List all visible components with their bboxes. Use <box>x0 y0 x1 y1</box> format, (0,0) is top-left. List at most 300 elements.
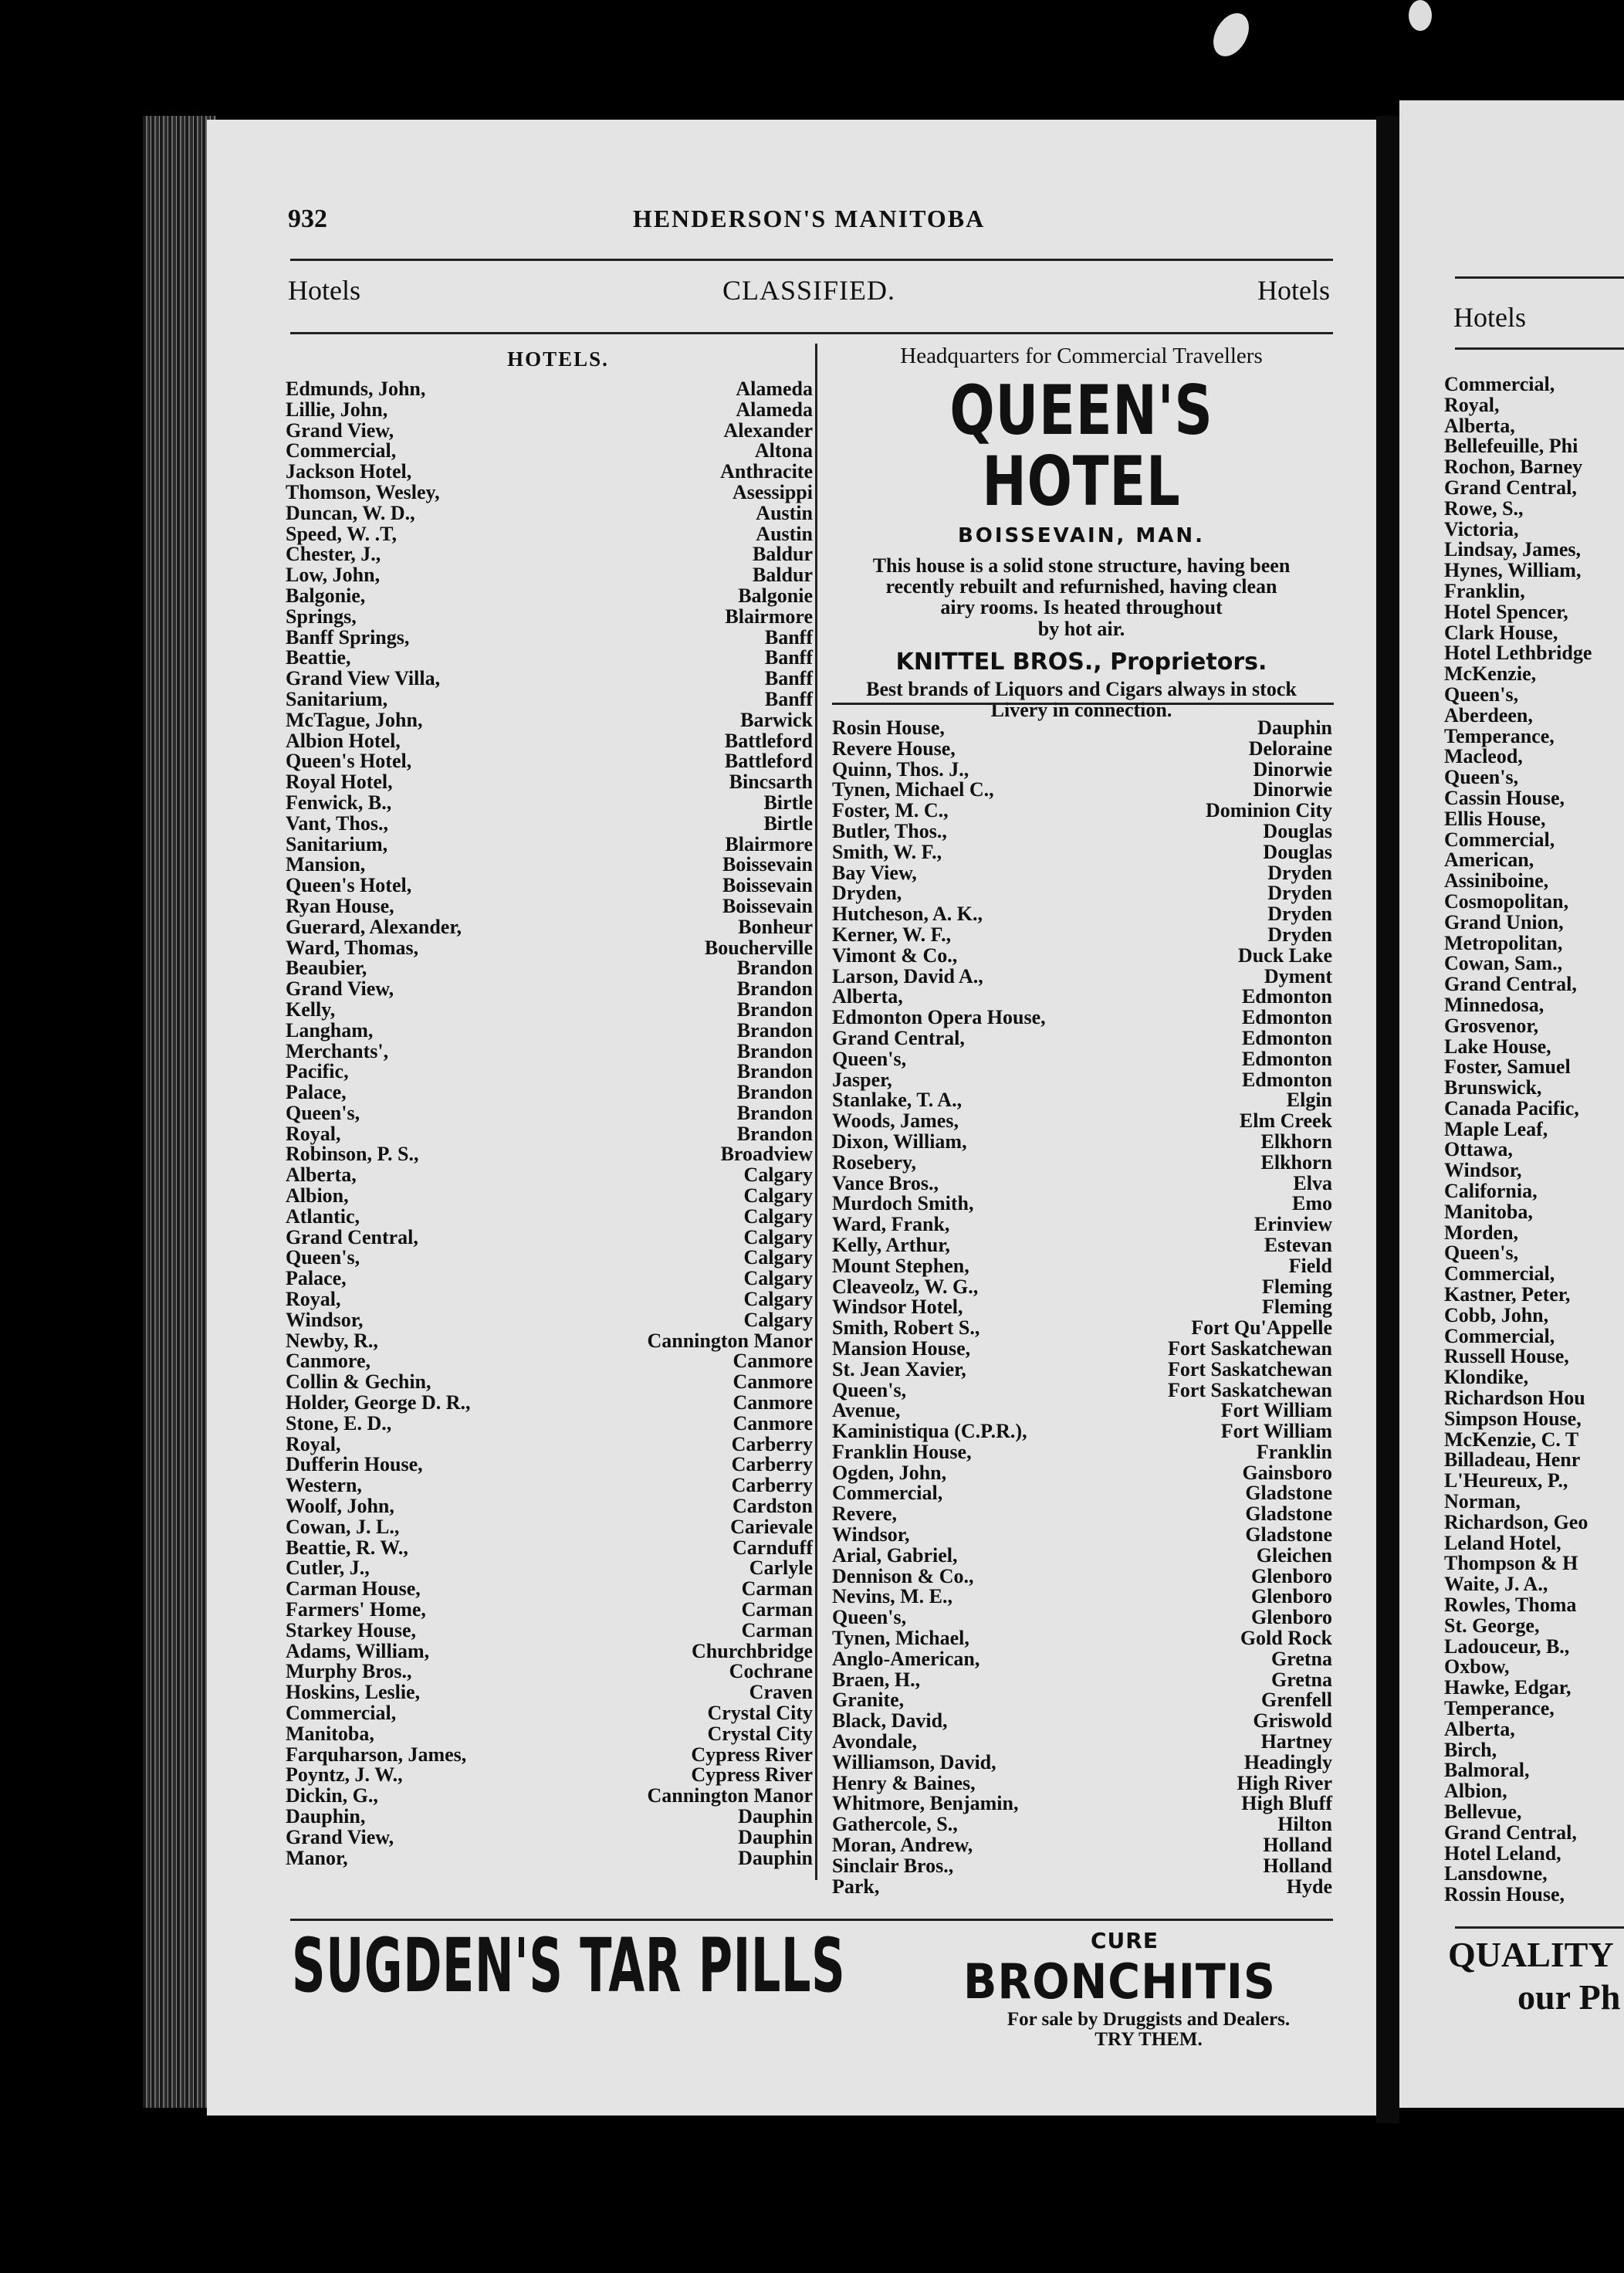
next-page-header: Hotels <box>1453 302 1526 333</box>
list-item <box>1444 1347 1624 1367</box>
list-item <box>286 586 813 607</box>
list-item <box>286 1558 813 1579</box>
list-item <box>286 832 813 855</box>
hotel-name: Brunswick, <box>1444 1076 1542 1099</box>
list-item <box>832 757 1332 781</box>
hotel-name: Birch, <box>1444 1738 1497 1761</box>
hotel-location: Elm Creek <box>1239 1109 1332 1133</box>
hotel-name: Grand View, <box>286 1825 394 1848</box>
hotel-name: Commercial, <box>1444 373 1555 395</box>
list-item <box>832 1732 1332 1753</box>
hotel-name: Avondale, <box>832 1730 918 1753</box>
hotel-location: Canmore <box>732 1350 813 1373</box>
list-item <box>286 731 813 752</box>
hotel-name: Ladouceur, B., <box>1444 1634 1570 1658</box>
hotel-location: Douglas <box>1263 819 1332 842</box>
list-item <box>1444 1510 1624 1533</box>
hotel-name: Avenue, <box>832 1399 901 1422</box>
list-item <box>1444 871 1624 892</box>
hotel-name: Foster, Samuel <box>1444 1055 1571 1079</box>
hotel-name: Commercial, <box>286 439 397 462</box>
hotel-name: Starkey House, <box>286 1618 416 1641</box>
hotel-name: Ottawa, <box>1444 1138 1513 1161</box>
hotel-name: Revere, <box>832 1502 897 1526</box>
list-item <box>1444 457 1624 478</box>
list-item <box>832 1628 1332 1649</box>
hotel-location: Elgin <box>1286 1089 1332 1112</box>
hotel-location: Dyment <box>1264 964 1332 987</box>
list-item <box>1444 1243 1624 1264</box>
hotel-name: Billadeau, Henr <box>1444 1448 1581 1472</box>
hotel-location: Dryden <box>1267 923 1332 946</box>
hotel-name: Foster, M. C., <box>832 799 949 822</box>
next-page <box>1399 100 1624 2108</box>
hotel-name: Queen's, <box>832 1606 907 1629</box>
hotel-name: Sanitarium, <box>286 832 388 855</box>
hotel-name: Braen, H., <box>832 1668 921 1691</box>
hotel-location: Brandon <box>736 1122 813 1145</box>
list-item <box>286 917 813 938</box>
list-item <box>286 1204 813 1228</box>
list-item <box>286 1018 813 1042</box>
next-page-header-rule <box>1455 276 1624 279</box>
list-item <box>286 855 813 876</box>
list-item <box>1444 1450 1624 1471</box>
list-item <box>1444 1181 1624 1202</box>
hotel-name: McTague, John, <box>286 708 423 731</box>
list-item <box>286 1804 813 1828</box>
hotel-name: Chester, J., <box>286 543 381 566</box>
hotel-name: Temperance, <box>1444 724 1555 747</box>
hotel-name: Kerner, W. F., <box>832 923 952 946</box>
list-item <box>832 842 1332 863</box>
list-item <box>1444 436 1624 457</box>
hotel-name: Poyntz, J. W., <box>286 1763 403 1787</box>
hotel-name: Cutler, J., <box>286 1557 370 1580</box>
hotel-name: Kastner, Peter, <box>1444 1283 1571 1306</box>
hotel-name: Grand View, <box>286 418 394 442</box>
hotel-name: Grand Central, <box>832 1026 965 1049</box>
hotel-location: Bincsarth <box>729 771 813 794</box>
hotel-name: Metropolitan, <box>1444 931 1563 954</box>
hotel-name: Queen's Hotel, <box>286 750 412 773</box>
hotel-name: Tynen, Michael C., <box>832 778 994 801</box>
list-item <box>832 1028 1332 1049</box>
list-item <box>832 821 1332 842</box>
hotel-name: Royal, <box>286 1288 341 1311</box>
hotel-name: Queen's, <box>832 1047 907 1070</box>
hotel-location: Carievale <box>730 1515 813 1538</box>
list-item <box>286 1455 813 1475</box>
list-item <box>286 1225 813 1248</box>
hotel-name: Alberta, <box>286 1164 357 1187</box>
hotel-name: Temperance, <box>1444 1697 1555 1719</box>
hotel-name: Grand Central, <box>1444 476 1577 499</box>
hotel-location: Erinview <box>1254 1213 1332 1236</box>
left-hotel-list <box>286 379 813 1868</box>
list-item <box>832 1150 1332 1174</box>
footer-ad-rule <box>290 1919 1333 1921</box>
list-item <box>832 1336 1332 1360</box>
next-page-ad-line2: our Ph <box>1517 1977 1621 2017</box>
hotel-name: Atlantic, <box>286 1204 360 1228</box>
list-item <box>832 1543 1332 1567</box>
hotel-name: Ward, Thomas, <box>286 936 419 959</box>
hotel-name: Alberta, <box>1444 414 1515 437</box>
hotel-name: Grand Union, <box>1444 910 1564 933</box>
hotel-location: Elkhorn <box>1260 1150 1332 1174</box>
hotel-location: High Bluff <box>1241 1792 1332 1815</box>
hotel-location: Gladstone <box>1245 1482 1332 1505</box>
hotel-location: Dauphin <box>738 1846 813 1869</box>
hotel-location: Brandon <box>736 998 813 1021</box>
hotel-name: Murdoch Smith, <box>832 1192 974 1215</box>
list-item <box>286 1432 813 1455</box>
list-item <box>1444 1117 1624 1140</box>
hotel-name: Albion, <box>286 1184 349 1208</box>
list-item <box>832 1297 1332 1318</box>
sugden-ad-cure: CURE <box>1091 1928 1159 1953</box>
hotel-name: Murphy Bros., <box>286 1660 412 1683</box>
list-item <box>1444 664 1624 685</box>
hotel-name: Ryan House, <box>286 894 394 917</box>
list-item <box>1444 974 1624 995</box>
list-item <box>832 1525 1332 1546</box>
hotel-location: Boissevain <box>722 853 813 876</box>
hotel-name: Ogden, John, <box>832 1461 947 1484</box>
section-header <box>288 274 1330 310</box>
hotel-name: Hynes, William, <box>1444 559 1582 582</box>
list-item <box>286 1600 813 1621</box>
hotel-name: Grand Central, <box>286 1225 418 1248</box>
hotel-name: Aberdeen, <box>1444 703 1533 727</box>
list-item <box>832 1877 1332 1898</box>
list-item <box>832 1090 1332 1111</box>
hotel-location: Griswold <box>1253 1709 1332 1733</box>
hotel-name: Sinclair Bros., <box>832 1854 954 1877</box>
list-item <box>832 1132 1332 1153</box>
hotel-name: Manor, <box>286 1846 348 1869</box>
list-item <box>832 1649 1332 1670</box>
list-item <box>1444 747 1624 767</box>
hotel-location: Cypress River <box>691 1763 813 1787</box>
hotel-name: Edmonton Opera House, <box>832 1006 1046 1029</box>
hotel-location: Baldur <box>752 543 813 566</box>
hotel-name: Hotel Lethbridge <box>1444 642 1592 665</box>
hotel-location: Brandon <box>736 957 813 980</box>
list-item <box>286 1165 813 1186</box>
list-item <box>1444 1657 1624 1678</box>
list-item <box>832 863 1332 884</box>
hotel-name: Cosmopolitan, <box>1444 889 1569 913</box>
list-item <box>832 1587 1332 1607</box>
hotel-name: Rowe, S., <box>1444 496 1524 520</box>
list-item <box>1444 561 1624 581</box>
hotel-name: Dufferin House, <box>286 1453 423 1476</box>
hotel-location: Carnduff <box>732 1536 813 1559</box>
ad-headline: Headquarters for Commercial Travellers <box>900 344 1263 368</box>
hotel-location: Brandon <box>736 1018 813 1042</box>
list-item <box>832 1194 1332 1214</box>
hotel-name: California, <box>1444 1180 1538 1203</box>
hotel-location: Glenboro <box>1251 1585 1332 1608</box>
hotel-name: Palace, <box>286 1267 347 1290</box>
list-item <box>1444 703 1624 727</box>
list-item <box>1444 1634 1624 1658</box>
hotel-location: Banff <box>764 687 813 710</box>
hotel-name: Palace, <box>286 1081 347 1104</box>
hotel-name: Queen's, <box>1444 1242 1519 1265</box>
list-item <box>286 1411 813 1435</box>
hotel-name: Royal, <box>286 1432 341 1455</box>
list-item <box>1444 1430 1624 1451</box>
hotel-location: Deloraine <box>1248 737 1332 760</box>
list-item <box>1444 1719 1624 1740</box>
hotel-name: Rowles, Thoma <box>1444 1594 1577 1617</box>
hotel-name: St. George, <box>1444 1614 1540 1637</box>
hotel-name: Balgonie, <box>286 584 366 607</box>
list-item <box>286 1186 813 1207</box>
hotel-location: Alameda <box>736 378 813 400</box>
list-item <box>1444 1223 1624 1244</box>
hotel-location: Boissevain <box>722 894 813 917</box>
list-item <box>286 1331 813 1352</box>
ad-proprietors: KNITTEL BROS., Proprietors. <box>895 648 1267 676</box>
hotel-location: Emo <box>1292 1192 1332 1215</box>
list-item <box>1444 1057 1624 1078</box>
hotel-name: Royal, <box>1444 393 1500 416</box>
book-gutter <box>1376 116 1399 2123</box>
ad-description: This house is a solid stone structure, having been recently rebuilt and refurnished, having clean airy rooms. Is heated throughout by hot air. <box>872 554 1291 640</box>
hotel-location: Douglas <box>1263 840 1332 863</box>
hotel-location: Alameda <box>736 398 813 421</box>
list-item <box>286 565 813 586</box>
hotel-name: Woods, James, <box>832 1109 959 1133</box>
list-item <box>286 1496 813 1517</box>
hotel-name: Nevins, M. E., <box>832 1585 952 1608</box>
hotel-location: Edmonton <box>1241 1006 1332 1029</box>
hotel-location: Carlyle <box>749 1557 813 1580</box>
hotel-name: Kaministiqua (C.P.R.), <box>832 1420 1027 1443</box>
list-item <box>832 1049 1332 1070</box>
list-item <box>832 1171 1332 1194</box>
hotel-name: Moran, Andrew, <box>832 1834 973 1857</box>
hotel-name: Clark House, <box>1444 621 1558 644</box>
hotel-name: Commercial, <box>832 1482 943 1505</box>
list-item <box>286 400 813 421</box>
hotel-location: Fort William <box>1220 1420 1332 1443</box>
hotel-location: Field <box>1288 1254 1332 1277</box>
hotel-name: Grand View, <box>286 977 394 1001</box>
list-item <box>1444 1533 1624 1554</box>
page-number: 932 <box>288 205 327 233</box>
hotel-name: Balmoral, <box>1444 1759 1530 1782</box>
hotel-location: Canmore <box>732 1370 813 1394</box>
hotel-name: Albion, <box>1444 1780 1507 1803</box>
hotel-name: Cassin House, <box>1444 786 1565 809</box>
hotel-location: Fort Saskatchewan <box>1167 1336 1332 1360</box>
hotel-name: Grand Central, <box>1444 1821 1577 1844</box>
hotel-location: Hyde <box>1286 1875 1332 1898</box>
hotel-location: Glenboro <box>1251 1606 1332 1629</box>
list-item <box>832 1690 1332 1711</box>
hotel-name: Tynen, Michael, <box>832 1627 969 1650</box>
hotel-location: Glenboro <box>1251 1564 1332 1587</box>
list-item <box>832 1256 1332 1277</box>
list-item <box>286 1724 813 1745</box>
list-item <box>1444 1678 1624 1699</box>
running-header <box>288 205 1330 243</box>
list-item <box>832 1463 1332 1484</box>
list-item <box>286 1310 813 1331</box>
header-rule <box>290 259 1333 261</box>
hotel-location: Calgary <box>743 1225 813 1248</box>
list-item <box>832 1504 1332 1525</box>
hotel-location: Edmonton <box>1241 1068 1332 1091</box>
list-item <box>1444 1823 1624 1844</box>
hotel-name: Victoria, <box>1444 517 1519 540</box>
list-item <box>1444 581 1624 602</box>
hotel-location: Gainsboro <box>1242 1461 1332 1484</box>
hotel-name: Royal Hotel, <box>286 771 393 794</box>
hotel-location: Dauphin <box>1257 716 1332 739</box>
hotel-name: Butler, Thos., <box>832 819 947 842</box>
hotel-name: Queen's Hotel, <box>286 874 412 897</box>
list-item <box>832 904 1332 925</box>
list-item <box>1444 540 1624 561</box>
list-item <box>832 1070 1332 1091</box>
hotel-name: Quinn, Thos. J., <box>832 757 969 781</box>
column-divider <box>815 344 817 1880</box>
hotel-location: Gladstone <box>1245 1502 1332 1526</box>
hotel-name: Granite, <box>832 1689 905 1712</box>
hotel-location: Franklin <box>1256 1440 1332 1463</box>
list-item <box>1444 496 1624 520</box>
list-item <box>1444 1388 1624 1409</box>
list-item <box>832 1008 1332 1028</box>
list-item <box>286 503 813 524</box>
list-item <box>1444 1285 1624 1306</box>
list-item <box>286 1062 813 1082</box>
hotel-name: Springs, <box>286 605 357 628</box>
hotel-name: Commercial, <box>1444 1324 1555 1347</box>
hotel-location: Asessippi <box>732 480 813 503</box>
hotel-name: Hotel Spencer, <box>1444 600 1568 623</box>
list-item <box>286 1703 813 1724</box>
hotel-location: Headingly <box>1243 1750 1332 1773</box>
section-label-right: Hotels <box>1257 275 1330 306</box>
list-item <box>1444 1471 1624 1492</box>
hotel-name: Newby, R., <box>286 1329 378 1352</box>
hotel-name: Henry & Baines, <box>832 1771 976 1794</box>
ad-hotel-name: QUEEN'S HOTEL <box>949 371 1213 522</box>
list-item <box>286 751 813 772</box>
list-item <box>286 793 813 814</box>
list-item <box>832 943 1332 967</box>
hotel-location: Broadview <box>720 1143 813 1166</box>
hotel-name: Queen's, <box>1444 766 1519 789</box>
list-item <box>832 1835 1332 1856</box>
hotel-name: Pacific, <box>286 1060 349 1083</box>
hotel-name: Jasper, <box>832 1068 892 1091</box>
hotel-name: Cowan, J. L., <box>286 1515 400 1538</box>
list-item <box>1444 1078 1624 1099</box>
list-item <box>1444 1303 1624 1326</box>
list-item <box>832 1421 1332 1442</box>
list-item <box>832 883 1332 904</box>
next-page-section-rule <box>1455 347 1624 350</box>
list-item <box>286 1144 813 1165</box>
hotel-name: Rosebery, <box>832 1150 917 1174</box>
list-item <box>1444 1492 1624 1513</box>
hotel-location: Brandon <box>736 977 813 1001</box>
hotel-location: Fort William <box>1220 1399 1332 1422</box>
queens-hotel-ad <box>831 344 1332 721</box>
sugden-ad-bronchitis: BRONCHITIS <box>963 1953 1276 2010</box>
hotel-location: Canmore <box>732 1391 813 1414</box>
hotel-location: Gretna <box>1271 1668 1332 1691</box>
hotel-location: Churchbridge <box>692 1639 813 1662</box>
hotel-location: Dinorwie <box>1253 757 1332 781</box>
list-item <box>1444 910 1624 933</box>
hotel-name: Kelly, <box>286 998 336 1021</box>
list-item <box>832 1214 1332 1235</box>
hotel-location: Cypress River <box>691 1743 813 1766</box>
list-item <box>1444 1864 1624 1885</box>
list-item <box>286 896 813 917</box>
hotel-name: Macleod, <box>1444 745 1523 768</box>
list-item <box>286 710 813 731</box>
hotel-name: Hotel Leland, <box>1444 1841 1561 1865</box>
hotel-location: Carman <box>741 1618 813 1641</box>
hotel-name: Waite, J. A., <box>1444 1573 1548 1596</box>
hotel-location: Estevan <box>1264 1233 1332 1256</box>
hotel-name: Manitoba, <box>1444 1200 1533 1223</box>
list-item <box>1444 724 1624 747</box>
hotel-location: Banff <box>764 667 813 690</box>
hotel-name: Canada Pacific, <box>1444 1096 1579 1120</box>
list-item <box>1444 1802 1624 1823</box>
hotel-name: Grand Central, <box>1444 973 1577 996</box>
hotel-name: Windsor, <box>1444 1159 1522 1182</box>
hotel-location: Calgary <box>743 1204 813 1228</box>
list-item <box>1444 850 1624 871</box>
hotel-location: Baldur <box>752 564 813 587</box>
list-item <box>286 607 813 628</box>
list-item <box>286 1124 813 1145</box>
hotel-name: Lake House, <box>1444 1035 1551 1058</box>
list-item <box>832 1277 1332 1298</box>
list-item <box>286 1618 813 1641</box>
list-item <box>1444 1160 1624 1181</box>
hotel-location: Battleford <box>724 750 813 773</box>
hotel-name: Alberta, <box>832 985 903 1008</box>
list-item <box>832 1318 1332 1339</box>
hotel-name: Cobb, John, <box>1444 1303 1549 1326</box>
hotel-location: Hilton <box>1277 1813 1332 1836</box>
list-item <box>1444 954 1624 974</box>
list-item <box>286 1825 813 1848</box>
hotel-location: Edmonton <box>1241 985 1332 1008</box>
scan-speck <box>1206 7 1257 63</box>
hotel-location: Alexander <box>723 418 813 442</box>
list-item <box>1444 1367 1624 1388</box>
hotel-name: Mansion House, <box>832 1336 971 1360</box>
hotel-name: Hutcheson, A. K., <box>832 903 983 926</box>
hotel-name: Stanlake, T. A., <box>832 1089 963 1112</box>
list-item <box>832 1794 1332 1814</box>
hotel-location: Austin <box>756 522 813 545</box>
